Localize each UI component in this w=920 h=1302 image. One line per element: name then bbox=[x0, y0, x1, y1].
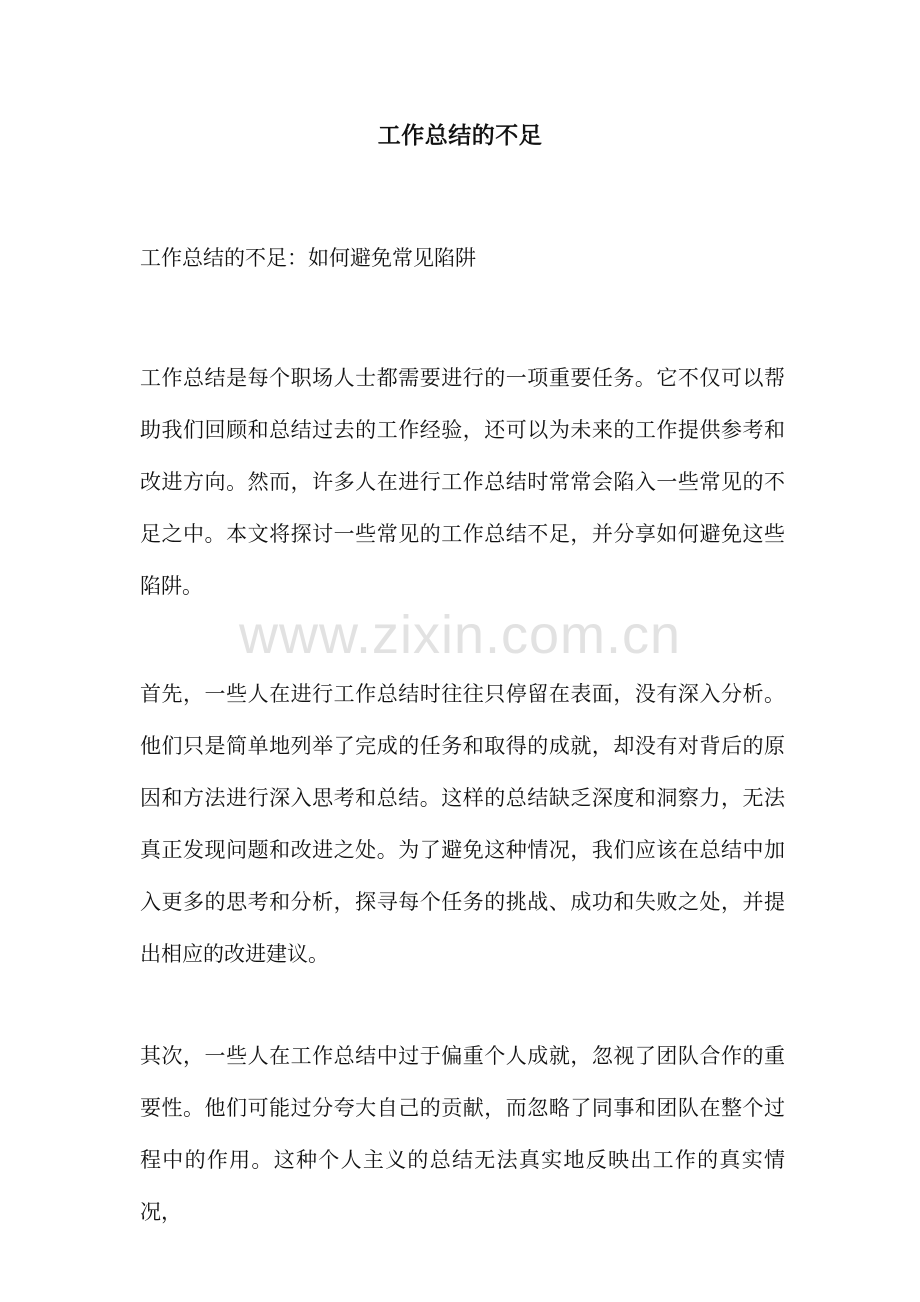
document-title: 工作总结的不足 bbox=[377, 122, 543, 149]
paragraph-first-point: 首先，一些人在进行工作总结时往往只停留在表面，没有深入分析。他们只是简单地列举了完成的任务和取得的成就，却没有对背后的原因和方法进行深入思考和总结。这样的总结缺乏深度和洞察力，无法真正发现问题和改进之处。为了避免这种情况，我们应该在总结中加入更多的思考和分析，探寻每个任务的挑战、成功和失败之处，并提出相应的改进建议。 bbox=[140, 682, 785, 966]
paragraph-intro: 工作总结是每个职场人士都需要进行的一项重要任务。它不仅可以帮助我们回顾和总结过去的工作经验，还可以为未来的工作提供参考和改进方向。然而，许多人在进行工作总结时常常会陷入一些常见的不足之中。本文将探讨一些常见的工作总结不足，并分享如何避免这些陷阱。 bbox=[140, 366, 785, 598]
paragraph-second-point: 其次，一些人在工作总结中过于偏重个人成就，忽视了团队合作的重要性。他们可能过分夸大自己的贡献，而忽略了同事和团队在整个过程中的作用。这种个人主义的总结无法真实地反映出工作的真实情况， bbox=[140, 1044, 785, 1224]
document-subtitle: 工作总结的不足：如何避免常见陷阱 bbox=[140, 246, 476, 270]
watermark: www.zixin.com.cn bbox=[238, 605, 682, 665]
